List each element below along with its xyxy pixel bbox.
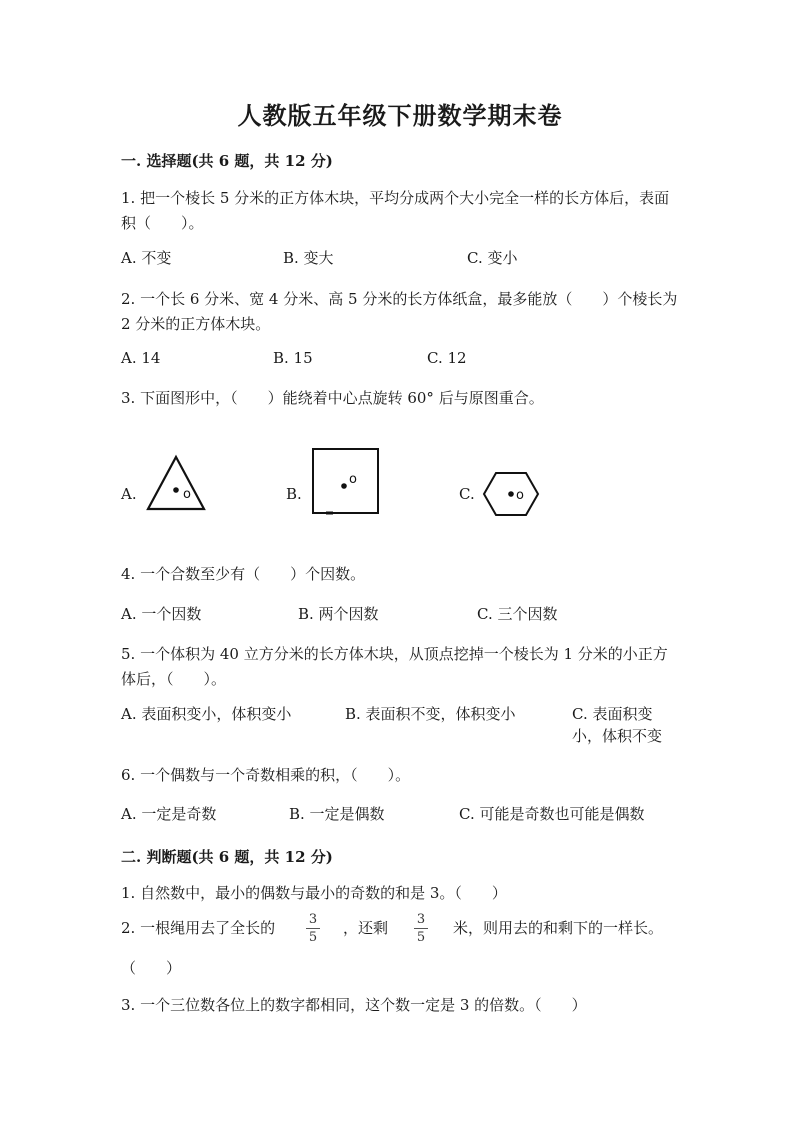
fraction-denominator: 5 (416, 930, 426, 945)
judgement-question-2-part4: （ ） (121, 959, 182, 977)
q2-option-a: A. 14 (121, 349, 161, 367)
judgement-question-2-part1: 2. 一根绳用去了全长的 (121, 919, 276, 937)
q5-option-b: B. 表面积不变，体积变小 (345, 705, 516, 723)
section-heading-choice: 一. 选择题(共 6 题，共 12 分) (121, 152, 333, 170)
exam-title: 人教版五年级下册数学期末卷 (237, 101, 563, 130)
q1-option-c: C. 变小 (467, 249, 518, 267)
choice-question-1: 1. 把一个棱长 5 分米的正方体木块，平均分成两个大小完全一样的长方体后，表面积（ ）。 (121, 189, 670, 232)
judgement-question-3: 3. 一个三位数各位上的数字都相同，这个数一定是 3 的倍数。（ ） (121, 996, 587, 1014)
hexagon-figure (482, 470, 542, 520)
q4-option-b: B. 两个因数 (298, 605, 379, 623)
q5-option-a: A. 表面积变小，体积变小 (121, 705, 292, 723)
q6-option-a: A. 一定是奇数 (121, 805, 217, 823)
q1-option-a: A. 不变 (121, 249, 172, 267)
q6-option-c: C. 可能是奇数也可能是偶数 (459, 805, 645, 823)
q5-option-c: C. 表面积变小，体积不变 (572, 705, 663, 745)
q3-option-a: A. (121, 485, 137, 503)
choice-question-4: 4. 一个合数至少有（ ）个因数。 (121, 565, 366, 583)
choice-question-5: 5. 一个体积为 40 立方分米的长方体木块，从顶点挖掉一个棱长为 1 分米的小正方体后，（ ）。 (121, 645, 668, 688)
q4-option-c: C. 三个因数 (477, 605, 558, 623)
section-heading-judgement: 二. 判断题(共 6 题，共 12 分) (121, 848, 333, 866)
choice-question-6: 6. 一个偶数与一个奇数相乘的积，（ ）。 (121, 766, 411, 784)
fraction-denominator: 5 (308, 930, 318, 945)
q1-option-b: B. 变大 (283, 249, 334, 267)
judgement-question-1: 1. 自然数中，最小的偶数与最小的奇数的和是 3。（ ） (121, 884, 507, 902)
square-figure (311, 448, 381, 516)
q3-option-b: B. (286, 485, 302, 503)
fraction-three-fifths-1 (306, 912, 320, 945)
q4-option-a: A. 一个因数 (121, 605, 202, 623)
choice-question-3: 3. 下面图形中，（ ）能绕着中心点旋转 60° 后与原图重合。 (121, 389, 544, 407)
triangle-figure (146, 455, 208, 513)
triangle-center-label: o (183, 487, 191, 502)
q2-option-b: B. 15 (273, 349, 313, 367)
q6-option-b: B. 一定是偶数 (289, 805, 385, 823)
hexagon-center-label: o (516, 488, 524, 503)
fraction-three-fifths-2 (414, 912, 428, 945)
fraction-numerator: 3 (308, 912, 318, 927)
fraction-numerator: 3 (416, 912, 426, 927)
judgement-question-2-part3: 米，则用去的和剩下的一样长。 (453, 919, 664, 937)
square-center-label: o (349, 472, 357, 487)
choice-question-2: 2. 一个长 6 分米、宽 4 分米、高 5 分米的长方体纸盒，最多能放（ ）个棱长为 2 分米的正方体木块。 (121, 290, 678, 333)
q2-option-c: C. 12 (427, 349, 467, 367)
q3-option-c: C. (459, 485, 475, 503)
judgement-question-2-part2: ，还剩 (343, 919, 389, 937)
